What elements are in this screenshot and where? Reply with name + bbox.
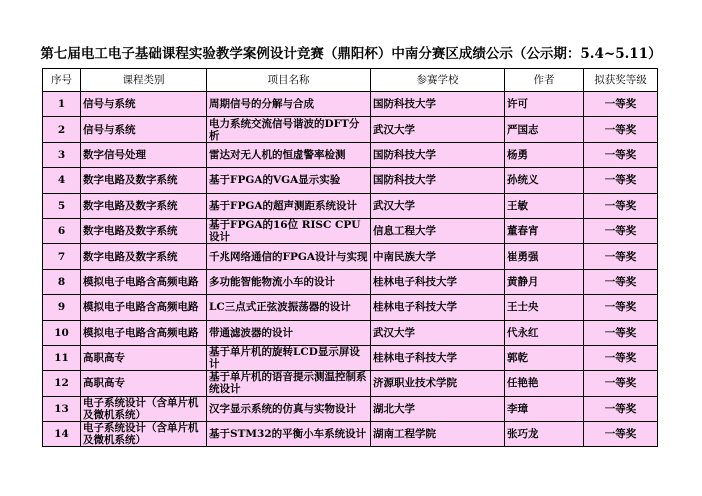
cell-author: 孙统义: [505, 168, 584, 193]
cell-category: 数字电路及数字系统: [81, 218, 207, 243]
header-category: 课程类别: [81, 69, 207, 92]
cell-project: 雷达对无人机的恒虚警率检测: [207, 142, 371, 167]
header-author: 作者: [505, 69, 584, 92]
header-school: 参赛学校: [371, 69, 505, 92]
cell-award: 一等奖: [584, 92, 658, 117]
cell-school: 桂林电子科技大学: [371, 295, 505, 320]
table-row: [43, 193, 658, 218]
header-award: 拟获奖等级: [584, 69, 658, 92]
cell-award: 一等奖: [584, 117, 658, 142]
header-no: 序号: [43, 69, 81, 92]
cell-author: 张巧龙: [505, 422, 584, 447]
cell-award: 一等奖: [584, 244, 658, 269]
cell-school: 济源职业技术学院: [371, 371, 505, 396]
cell-author: 代永红: [505, 320, 584, 345]
cell-school: 中南民族大学: [371, 244, 505, 269]
cell-no: 4: [43, 168, 81, 193]
table-row: [43, 396, 658, 421]
cell-category: 数字电路及数字系统: [81, 244, 207, 269]
cell-project: 周期信号的分解与合成: [207, 92, 371, 117]
cell-no: 9: [43, 295, 81, 320]
cell-no: 8: [43, 269, 81, 294]
cell-no: 7: [43, 244, 81, 269]
cell-project: LC三点式正弦波振荡器的设计: [207, 295, 371, 320]
cell-award: 一等奖: [584, 396, 658, 421]
table-row: [43, 168, 658, 193]
cell-author: 王士央: [505, 295, 584, 320]
cell-school: 国防科技大学: [371, 168, 505, 193]
cell-category: 模拟电子电路含高频电路: [81, 320, 207, 345]
cell-author: 严国志: [505, 117, 584, 142]
cell-project: 带通滤波器的设计: [207, 320, 371, 345]
cell-author: 王敏: [505, 193, 584, 218]
cell-no: 5: [43, 193, 81, 218]
cell-author: 杨勇: [505, 142, 584, 167]
cell-category: 模拟电子电路含高频电路: [81, 269, 207, 294]
table-row: [43, 345, 658, 370]
table-row: [43, 422, 658, 447]
cell-project: 基于FPGA的VGA显示实验: [207, 168, 371, 193]
table-row: [43, 244, 658, 269]
cell-category: 信号与系统: [81, 92, 207, 117]
cell-no: 13: [43, 396, 81, 421]
cell-no: 10: [43, 320, 81, 345]
cell-author: 许可: [505, 92, 584, 117]
cell-school: 桂林电子科技大学: [371, 269, 505, 294]
cell-project: 基于单片机的语音提示测温控制系统设计: [207, 371, 371, 396]
cell-award: 一等奖: [584, 193, 658, 218]
cell-no: 6: [43, 218, 81, 243]
cell-project: 多功能智能物流小车的设计: [207, 269, 371, 294]
table-row: [43, 371, 658, 396]
results-table: [42, 68, 658, 447]
table-row: [43, 269, 658, 294]
cell-category: 电子系统设计（含单片机及微机系统）: [81, 396, 207, 421]
header-project: 项目名称: [207, 69, 371, 92]
cell-category: 模拟电子电路含高频电路: [81, 295, 207, 320]
cell-school: 武汉大学: [371, 117, 505, 142]
cell-author: 任艳艳: [505, 371, 584, 396]
cell-category: 高职高专: [81, 371, 207, 396]
cell-school: 国防科技大学: [371, 92, 505, 117]
table-row: [43, 142, 658, 167]
cell-award: 一等奖: [584, 345, 658, 370]
cell-project: 千兆网络通信的FPGA设计与实现: [207, 244, 371, 269]
cell-project: 基于单片机的旋转LCD显示屏设计: [207, 345, 371, 370]
cell-school: 信息工程大学: [371, 218, 505, 243]
cell-no: 14: [43, 422, 81, 447]
table-header-row: [43, 69, 658, 92]
cell-school: 湖南工程学院: [371, 422, 505, 447]
table-row: [43, 92, 658, 117]
table-row: [43, 218, 658, 243]
cell-school: 桂林电子科技大学: [371, 345, 505, 370]
cell-school: 湖北大学: [371, 396, 505, 421]
cell-author: 黄静月: [505, 269, 584, 294]
cell-author: 李璋: [505, 396, 584, 421]
cell-category: 信号与系统: [81, 117, 207, 142]
cell-author: 崔勇强: [505, 244, 584, 269]
cell-no: 12: [43, 371, 81, 396]
cell-award: 一等奖: [584, 422, 658, 447]
cell-no: 1: [43, 92, 81, 117]
cell-author: 董春宵: [505, 218, 584, 243]
cell-project: 基于FPGA的超声测距系统设计: [207, 193, 371, 218]
cell-project: 基于FPGA的16位 RISC CPU设计: [207, 218, 371, 243]
table-row: [43, 117, 658, 142]
cell-category: 数字电路及数字系统: [81, 193, 207, 218]
cell-award: 一等奖: [584, 142, 658, 167]
cell-school: 国防科技大学: [371, 142, 505, 167]
cell-category: 数字信号处理: [81, 142, 207, 167]
cell-school: 武汉大学: [371, 193, 505, 218]
cell-category: 数字电路及数字系统: [81, 168, 207, 193]
cell-award: 一等奖: [584, 371, 658, 396]
cell-award: 一等奖: [584, 269, 658, 294]
cell-author: 郭乾: [505, 345, 584, 370]
cell-award: 一等奖: [584, 295, 658, 320]
cell-no: 2: [43, 117, 81, 142]
table-row: [43, 320, 658, 345]
cell-category: 电子系统设计（含单片机及微机系统）: [81, 422, 207, 447]
cell-no: 11: [43, 345, 81, 370]
cell-award: 一等奖: [584, 168, 658, 193]
cell-project: 基于STM32的平衡小车系统设计: [207, 422, 371, 447]
cell-award: 一等奖: [584, 218, 658, 243]
cell-school: 武汉大学: [371, 320, 505, 345]
cell-category: 高职高专: [81, 345, 207, 370]
table-row: [43, 295, 658, 320]
page-title: 第七届电工电子基础课程实验教学案例设计竞赛（鼎阳杯）中南分赛区成绩公示（公示期：5.4~5.11）: [40, 46, 662, 62]
cell-project: 电力系统交流信号谐波的DFT分析: [207, 117, 371, 142]
cell-award: 一等奖: [584, 320, 658, 345]
cell-project: 汉字显示系统的仿真与实物设计: [207, 396, 371, 421]
cell-no: 3: [43, 142, 81, 167]
